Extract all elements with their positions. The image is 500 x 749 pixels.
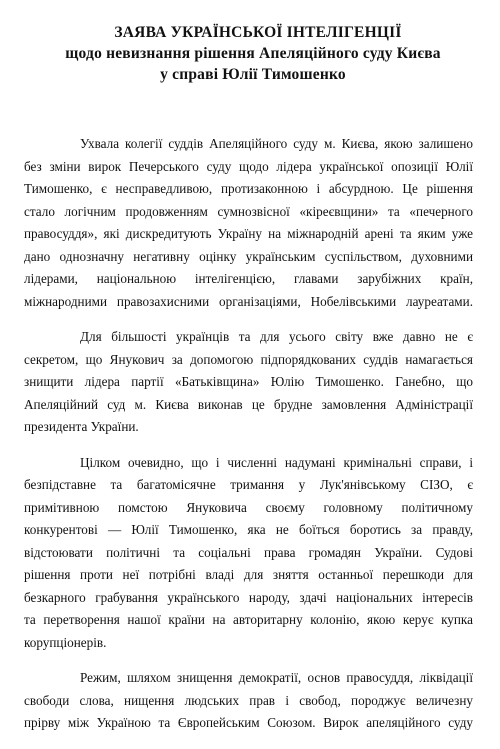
paragraph-1 xyxy=(24,133,478,313)
text-line: безпідставне та багатомісячне тримання у Лук'янівському СІЗО, є xyxy=(24,477,473,492)
text-line: Ухвала колегії суддів Апеляційного суду м. Києва, якою залишено xyxy=(80,136,473,151)
text-line: свободи слова, нищення людських прав і свобод, породжує величезну xyxy=(24,692,473,708)
text-line: знищити лідера партії «Батьківщина» Юлію Тимошенко. Ганебно, що xyxy=(24,374,473,389)
paragraph-3 xyxy=(24,452,478,655)
text-line: Режим, шляхом знищення демократії, основ правосуддя, ліквідації xyxy=(80,670,473,685)
text-line: Цілком очевидно, що і численні надумані кримінальні справи, і xyxy=(80,454,473,470)
text-line: стало логічним продовженням сумнозвісної «кіреєвщини» та «печерного xyxy=(24,203,473,219)
text-line: дано однозначну негативну оцінку українським суспільством, духовними xyxy=(24,248,473,264)
text-line: відстоювати політичні та соціальні права громадян України. Судові xyxy=(24,544,473,560)
text-line: примітивною помстою Януковича своєму головному політичному xyxy=(24,499,473,515)
text-line: лідерами, національною інтелігенцією, главами зарубіжних країн, xyxy=(24,271,473,286)
paragraph-4 xyxy=(24,667,478,735)
text-line: рішення проти неї потрібні владі для зняття останньої перешкоди для xyxy=(24,567,473,582)
text-line: президента України. xyxy=(24,419,139,434)
text-line: Тимошенко, є несправедливою, протизаконною і абсурдною. Це рішення xyxy=(24,181,473,196)
text-line: Апеляційний суд м. Києва виконав це брудне замовлення Адміністрації xyxy=(24,396,473,412)
text-line: міжнародними правозахисними організаціями, Нобелівськими лауреатами. xyxy=(24,293,473,309)
text-line: прірву між Україною та Європейським Союзом. Вирок апеляційного суду xyxy=(24,715,473,730)
document-body xyxy=(24,133,478,735)
text-line: правосуддя», які дискредитують Україну на міжнародній арені та яким уже xyxy=(24,226,473,241)
text-line: Для більшості українців та для усього світу вже давно не є xyxy=(80,329,473,344)
document-subtitle-case: у справі Юлії Тимошенко xyxy=(160,66,346,83)
text-line: секретом, що Янукович за допомогою підпорядкованих суддів намагається xyxy=(24,351,473,367)
text-line: та перетворення нашої країни на авторитарну колонію, якою керує купка xyxy=(24,612,473,627)
document-subtitle: щодо невизнання рішення Апеляційного суду Києва xyxy=(65,45,441,62)
text-line: конкурентові — Юлії Тимошенко, яка не боїться боротись за правду, xyxy=(24,522,473,537)
document-title: ЗАЯВА УКРАЇНСЬКОЇ ІНТЕЛІГЕНЦІЇ xyxy=(114,24,402,41)
text-line: безкарного грабування українського народу, здачі національних інтересів xyxy=(24,589,473,605)
paragraph-2 xyxy=(24,326,478,439)
text-line: без зміни вирок Печерського суду щодо лідера української опозиції Юлії xyxy=(24,158,473,174)
text-line: корупціонерів. xyxy=(24,634,107,650)
